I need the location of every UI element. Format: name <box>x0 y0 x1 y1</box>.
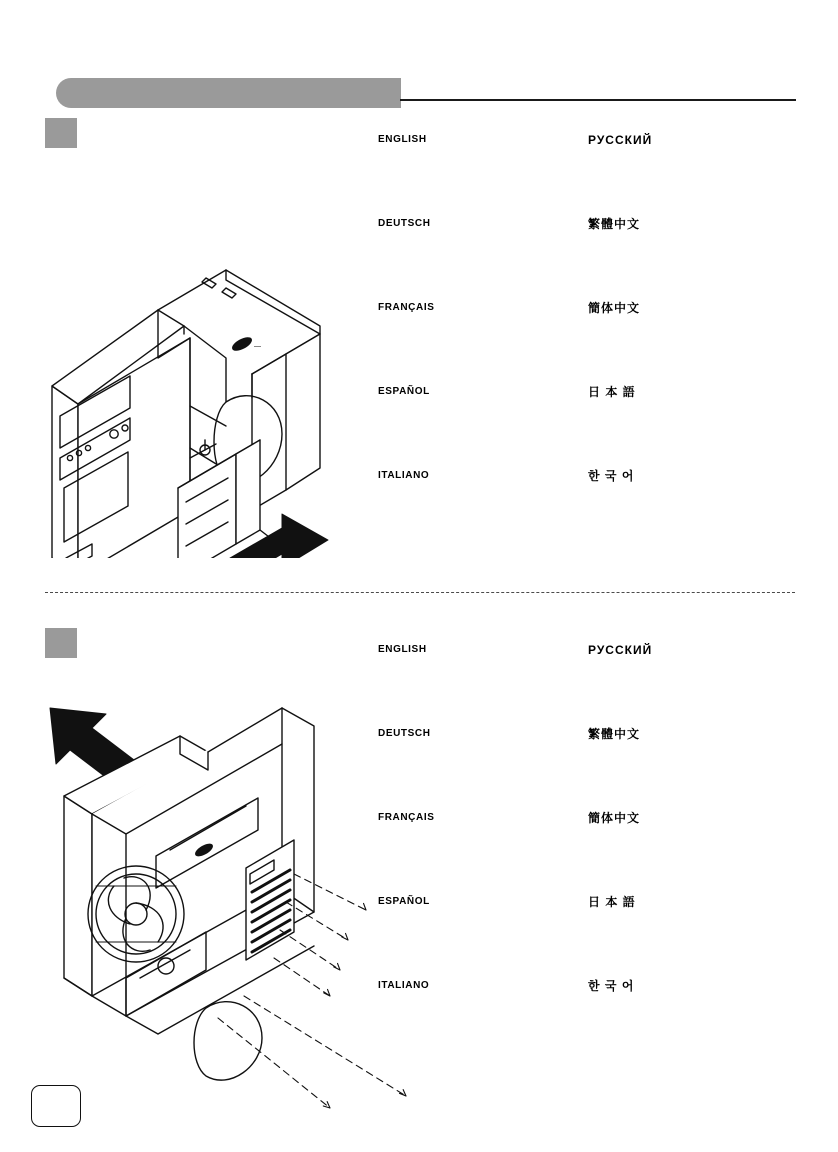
page-header <box>0 38 838 72</box>
step-section-1 <box>0 118 838 558</box>
language-label: 簡体中文 <box>588 811 641 825</box>
language-column-left-2 <box>378 644 548 1064</box>
language-label: FRANÇAIS <box>378 302 435 313</box>
step-badge-1 <box>45 118 77 148</box>
page-number-box <box>31 1085 81 1127</box>
svg-text:—: — <box>254 343 261 350</box>
language-label: 繁體中文 <box>588 217 641 231</box>
step-badge-2 <box>45 628 77 658</box>
language-label: 繁體中文 <box>588 727 641 741</box>
step-section-2 <box>0 628 838 1098</box>
language-label: 한 국 어 <box>588 979 635 993</box>
language-label: ENGLISH <box>378 644 427 655</box>
language-label: 한 국 어 <box>588 469 635 483</box>
language-label: ESPAÑOL <box>378 896 430 907</box>
language-label: DEUTSCH <box>378 728 431 739</box>
illustration-chassis-slot-covers <box>30 678 430 1118</box>
language-label: ESPAÑOL <box>378 386 430 397</box>
language-label: 日 本 語 <box>588 895 636 909</box>
section-divider <box>45 592 795 593</box>
language-label: 簡体中文 <box>588 301 641 315</box>
illustration-chassis-drive-cage <box>30 158 360 558</box>
language-label: ITALIANO <box>378 980 430 991</box>
language-label: DEUTSCH <box>378 218 431 229</box>
header-gray-bar <box>56 78 401 108</box>
language-label: ITALIANO <box>378 470 430 481</box>
language-column-right-1 <box>588 134 758 554</box>
language-label: 日 本 語 <box>588 385 636 399</box>
language-column-left-1 <box>378 134 548 554</box>
language-label: РУССКИЙ <box>588 133 653 147</box>
language-column-right-2 <box>588 644 758 1064</box>
language-label: ENGLISH <box>378 134 427 145</box>
language-label: FRANÇAIS <box>378 812 435 823</box>
language-label: РУССКИЙ <box>588 643 653 657</box>
header-rule <box>400 99 796 101</box>
